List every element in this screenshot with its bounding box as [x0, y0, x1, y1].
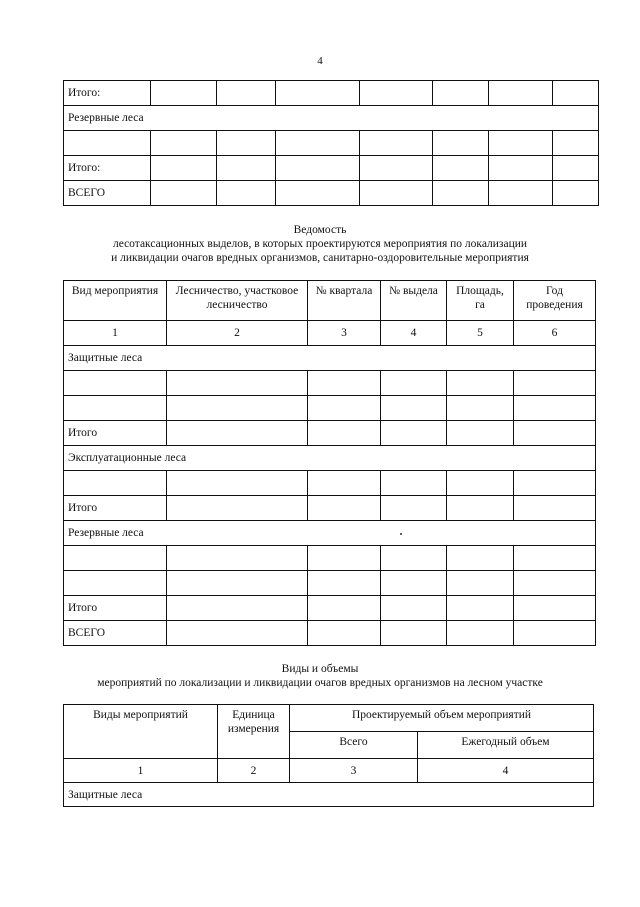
col-number: 5: [447, 321, 514, 346]
col-number: 3: [290, 759, 418, 783]
table-row: [64, 546, 596, 571]
col-header-volume: Проектируемый объем мероприятий: [290, 705, 594, 732]
col-header-activities: Виды мероприятий: [64, 705, 218, 759]
table-row: [64, 621, 596, 646]
scan-speck: [400, 533, 402, 535]
section-reserve-label: Резервные леса: [64, 106, 599, 131]
vidy-table: [63, 704, 594, 807]
table-row: [64, 421, 596, 446]
col-number: 4: [381, 321, 447, 346]
section-row: [64, 106, 599, 131]
col-header-allotment: № выдела: [381, 281, 447, 321]
table-row: [64, 396, 596, 421]
vedomost-subtitle-1: лесотаксационных выделов, в которых проектируются мероприятия по локализации: [112, 238, 528, 250]
section-protective-label: Защитные леса: [64, 783, 594, 807]
vedomost-subtitle-2: и ликвидации очагов вредных организмов, санитарно-оздоровительные мероприятия: [111, 252, 529, 264]
section-exploit-label: Эксплуатационные леса: [64, 446, 596, 471]
section-row: [64, 446, 596, 471]
vsego-label: ВСЕГО: [64, 621, 167, 646]
itogo-label: Итого: [64, 596, 167, 621]
table-row: [64, 181, 599, 206]
table-row: [64, 496, 596, 521]
table-row: [64, 596, 596, 621]
itogo-label: Итого:: [64, 156, 151, 181]
table-row: [64, 81, 599, 106]
table-row: [64, 156, 599, 181]
header-row: [64, 705, 594, 732]
section-row: [64, 521, 596, 546]
numbering-row: [64, 321, 596, 346]
table-row: [64, 131, 599, 156]
col-header-area: Площадь, га: [447, 281, 514, 321]
continuation-table: [63, 80, 599, 206]
vsego-label: ВСЕГО: [64, 181, 151, 206]
table-row: [64, 371, 596, 396]
col-header-year: Год проведения: [514, 281, 596, 321]
section-row: [64, 346, 596, 371]
col-header-forestry: Лесничество, участковое лесничество: [167, 281, 308, 321]
itogo-label: Итого: [64, 496, 167, 521]
vidy-subtitle: мероприятий по локализации и ликвидации очагов вредных организмов на лесном участке: [97, 677, 543, 689]
section-reserve-label: Резервные леса: [64, 521, 596, 546]
col-header-activity: Вид мероприятия: [64, 281, 167, 321]
table-row: [64, 571, 596, 596]
col-number: 4: [418, 759, 594, 783]
table-row: [64, 471, 596, 496]
col-number: 1: [64, 321, 167, 346]
vidy-title: Виды и объемы: [281, 663, 359, 675]
col-header-quarter: № квартала: [308, 281, 381, 321]
col-number: 3: [308, 321, 381, 346]
numbering-row: [64, 759, 594, 783]
col-number: 6: [514, 321, 596, 346]
col-number: 2: [167, 321, 308, 346]
vedomost-title: Ведомость: [293, 224, 347, 236]
section-row: [64, 783, 594, 807]
header-row: [64, 281, 596, 321]
col-header-unit: Единица измерения: [218, 705, 290, 759]
col-number: 1: [64, 759, 218, 783]
itogo-label: Итого:: [64, 81, 151, 106]
col-number: 2: [218, 759, 290, 783]
page-number: 4: [317, 55, 323, 67]
section-protective-label: Защитные леса: [64, 346, 596, 371]
vedomost-table: [63, 280, 596, 646]
itogo-label: Итого: [64, 421, 167, 446]
col-header-total: Всего: [290, 732, 418, 759]
col-header-annual: Ежегодный объем: [418, 732, 594, 759]
